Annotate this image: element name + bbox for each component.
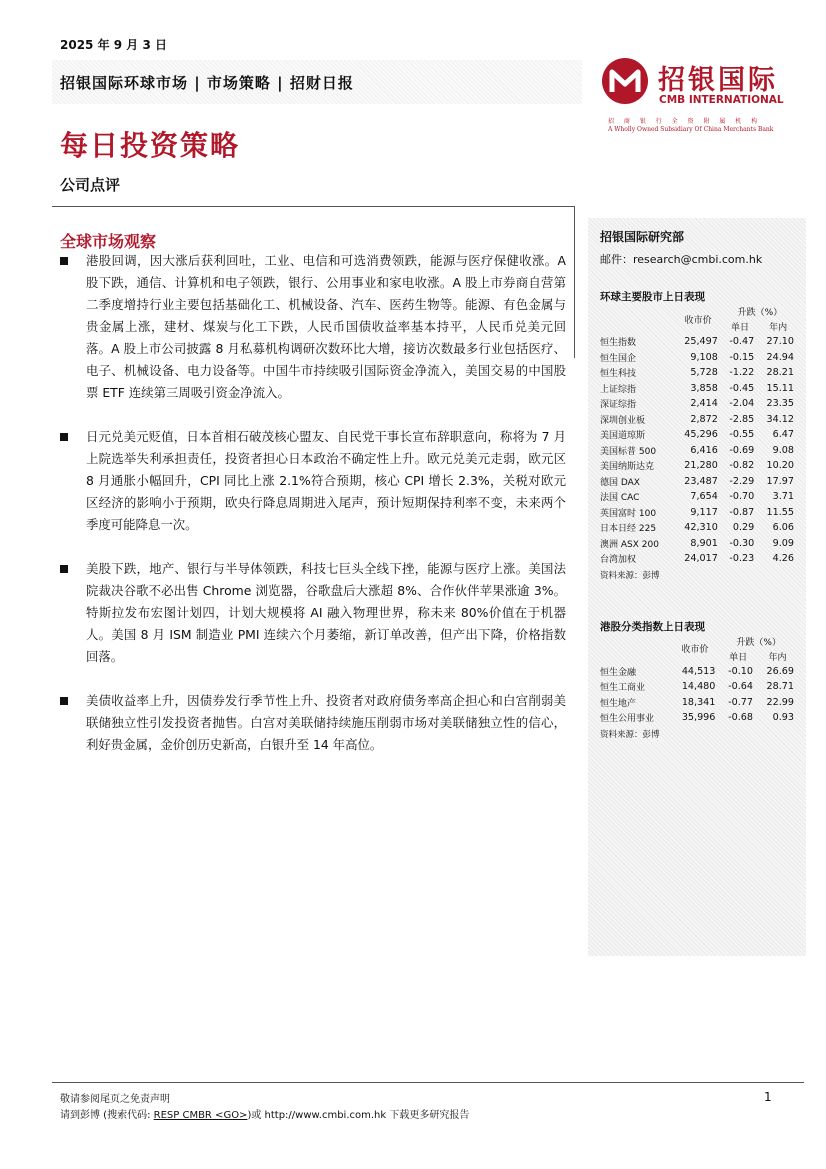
cell-day: -0.77 [728, 696, 753, 708]
table-row [600, 551, 798, 567]
cell-close: 14,480 [681, 681, 716, 693]
cell-close: 7,654 [690, 491, 718, 503]
cell-day: -0.64 [728, 681, 753, 693]
column-divider [574, 206, 575, 358]
cell-day: -0.23 [729, 553, 755, 565]
download-prefix: 请到彭博 (搜索代码: [60, 1110, 154, 1121]
contact-email[interactable]: 邮件：research@cmbi.com.hk [600, 253, 763, 266]
cell-close: 42,310 [684, 522, 718, 534]
logo-cn-text: 招银国际 [658, 65, 778, 96]
cell-ytd: 17.97 [766, 475, 794, 487]
cell-close: 9,117 [690, 506, 718, 518]
bullet-square-icon [60, 257, 68, 265]
cell-name: 澳洲 ASX 200 [600, 539, 659, 550]
cell-ytd: 10.20 [766, 460, 794, 472]
cell-ytd: 26.69 [766, 665, 794, 677]
cell-ytd: 15.11 [766, 382, 794, 394]
cell-day: -0.55 [729, 429, 755, 441]
cell-name: 英国富时 100 [600, 508, 657, 519]
logo-en-text: CMB INTERNATIONAL [659, 94, 784, 106]
table-row [600, 427, 798, 443]
cell-name: 恒生公用事业 [600, 714, 655, 725]
table1-source: 资料来源：彭博 [600, 570, 660, 581]
download-suffix: )或 http://www.cmbi.com.hk 下载更多研究报告 [247, 1110, 470, 1121]
table1-title: 环球主要股市上日表现 [600, 291, 705, 303]
bullet-square-icon [60, 565, 68, 573]
cell-name: 美国道琼斯 [600, 431, 646, 442]
bullet-item [60, 426, 566, 536]
bullet-item [60, 558, 566, 668]
cell-name: 上证综指 [600, 384, 637, 395]
cell-close: 9,108 [690, 351, 718, 363]
col-ytd: 年内 [769, 323, 788, 333]
col-ytd: 年内 [768, 652, 787, 663]
cell-day: -0.82 [729, 460, 755, 472]
col-day: 单日 [729, 652, 748, 663]
cell-day: -0.30 [729, 537, 755, 549]
table-row [600, 412, 798, 428]
cell-ytd: 3.71 [772, 491, 794, 503]
page-number: 1 [764, 1090, 772, 1104]
cell-close: 35,996 [681, 712, 716, 724]
cell-ytd: 27.10 [766, 336, 794, 348]
disclaimer-note: 敬请参阅尾页之免责声明 [60, 1094, 170, 1105]
cell-ytd: 6.06 [772, 522, 794, 534]
section-title: 全球市场观察 [60, 232, 157, 251]
cell-ytd: 28.21 [766, 367, 794, 379]
table2-title: 港股分类指数上日表现 [600, 620, 705, 633]
cell-close: 45,296 [684, 429, 718, 441]
page-title: 每日投资策略 [60, 129, 241, 162]
bullet-item [60, 690, 566, 756]
sidebar [588, 218, 806, 956]
cell-ytd: 11.55 [766, 506, 794, 518]
cell-day: -1.22 [729, 367, 755, 379]
cell-name: 恒生科技 [600, 369, 637, 380]
cell-name: 深圳创业板 [600, 415, 646, 426]
hk-sector-table [600, 634, 798, 726]
cell-close: 2,414 [690, 398, 718, 410]
table-row [600, 664, 798, 680]
cell-day: -0.45 [729, 382, 755, 394]
cell-name: 恒生工商业 [600, 683, 646, 694]
cell-name: 恒生指数 [600, 338, 637, 349]
cell-close: 25,497 [684, 336, 718, 348]
col-change: 升跌（%） [737, 308, 783, 318]
cell-close: 8,901 [690, 537, 718, 549]
cell-name: 美国标普 500 [600, 446, 657, 457]
table-row [600, 710, 798, 726]
cell-day: -0.68 [728, 712, 753, 724]
cell-ytd: 34.12 [766, 413, 794, 425]
cell-name: 深证综指 [600, 400, 637, 411]
research-team: 招银国际研究部 [600, 230, 685, 244]
table-row [600, 489, 798, 505]
table-row [600, 458, 798, 474]
logo-subtitle: 招 商 银 行 全 资 附 属 机 构 [608, 118, 762, 125]
bloomberg-code-link[interactable]: RESP CMBR <GO> [153, 1110, 248, 1121]
cell-ytd: 24.94 [766, 351, 794, 363]
bullet-square-icon [60, 697, 68, 705]
market-observations [60, 250, 566, 778]
cell-close: 2,872 [690, 413, 718, 425]
col-close: 收市价 [684, 315, 712, 326]
cell-close: 24,017 [684, 553, 718, 565]
table-row [600, 396, 798, 412]
cell-name: 法国 CAC [600, 493, 640, 504]
cell-day: -0.15 [729, 351, 755, 363]
report-series: 招银国际环球市场 | 市场策略 | 招财日报 [60, 74, 354, 92]
table-row [600, 520, 798, 536]
cell-day: -0.70 [729, 491, 755, 503]
bullet-square-icon [60, 433, 68, 441]
cell-close: 23,487 [684, 475, 718, 487]
cell-ytd: 22.99 [766, 696, 794, 708]
cmbi-logo-icon [602, 58, 648, 104]
cell-ytd: 28.71 [766, 681, 794, 693]
cell-close: 5,728 [690, 367, 718, 379]
cell-ytd: 6.47 [772, 429, 794, 441]
title-divider [52, 206, 574, 207]
cell-day: -0.87 [729, 506, 755, 518]
table-row [600, 505, 798, 521]
table-row [600, 365, 798, 381]
table2-source: 资料来源：彭博 [600, 729, 660, 740]
cell-name: 恒生国企 [600, 353, 637, 364]
page-subtitle: 公司点评 [60, 176, 121, 194]
col-change: 升跌（%） [736, 637, 781, 648]
col-close: 收市价 [681, 645, 709, 655]
bullet-item [60, 250, 566, 404]
cell-name: 恒生金融 [600, 667, 637, 678]
table-row [600, 536, 798, 552]
cmbi-logo [602, 54, 802, 134]
cell-name: 德国 DAX [600, 477, 640, 488]
table-row [600, 474, 798, 490]
cell-day: -0.10 [728, 665, 753, 677]
cell-close: 21,280 [684, 460, 718, 472]
table-row [600, 350, 798, 366]
cell-name: 恒生地产 [600, 698, 637, 709]
download-note [60, 1106, 469, 1121]
bullet-text: 港股回调，因大涨后获利回吐，工业、电信和可选消费领跌，能源与医疗保健收涨。A 股下跌，通信、计算机和电子领跌，银行、公用事业和家电收涨。A 股上市券商自营第二季度增持行业主要包括基础化工、机械设备、汽车、医药生物等。能源、有色金属与贵金属上涨，建材、煤炭与化工下跌，人民币国债收益率基本持平，人民币兑美元回落。A 股上市公司披露 8 月私募机构调研次数环比大增，接访次数最多行业包括医疗、电子、机械设备、电力设备等。中国牛市持续吸引国际资金净流入，美国交易的中国股票 ETF 连续第三周吸引资金净流入。 [86, 253, 566, 400]
bullet-text: 美股下跌，地产、银行与半导体领跌，科技七巨头全线下挫，能源与医疗上涨。美国法院裁决谷歌不必出售 Chrome 浏览器，谷歌盘后大涨超 8%、合作伙伴苹果涨逾 3%。特斯拉发布宏图计划四，计划大规模将 AI 融入物理世界，称未来 80%价值在于机器人。美国 8 月 ISM 制造业 PMI 连续六个月萎缩，新订单改善，但产出下降，价格指数回落。 [86, 561, 566, 664]
cell-day: -0.69 [729, 444, 755, 456]
bullet-text: 日元兑美元贬值，日本首相石破茂核心盟友、自民党干事长宣布辞职意向，称将为 7 月上院选举失利承担责任，投资者担心日本政治不确定性上升。欧元兑美元走弱，欧元区 8 月通胀小幅回升，CPI 同比上涨 2.1%符合预期，核心 CPI 增长 2.3%，关税对欧元区经济的影响小于预期，欧央行降息周期进入尾声，预计短期保持利率不变，未来两个季度可能降息一次。 [86, 429, 566, 532]
global-markets-table [600, 304, 798, 567]
table-row [600, 679, 798, 695]
cell-day: -2.04 [729, 398, 755, 410]
cell-close: 44,513 [681, 665, 716, 677]
cell-name: 台湾加权 [600, 555, 637, 566]
cell-ytd: 0.93 [772, 712, 794, 724]
cell-day: -2.85 [729, 413, 755, 425]
table-row [600, 695, 798, 711]
cell-close: 3,858 [690, 382, 718, 394]
table-row [600, 381, 798, 397]
cell-close: 18,341 [681, 696, 716, 708]
cell-name: 美国纳斯达克 [600, 462, 655, 473]
bullet-text: 美债收益率上升，因债券发行季节性上升、投资者对政府债务率高企担心和白宫削弱美联储独立性引发投资者抛售。白宫对美联储持续施压削弱市场对美联储独立性的信心，利好贵金属，金价创历史新高，白银升至 14 年高位。 [86, 693, 566, 752]
cell-close: 6,416 [690, 444, 718, 456]
table-row [600, 443, 798, 459]
cell-day: 0.29 [732, 522, 755, 534]
cell-ytd: 4.26 [772, 553, 794, 565]
logo-subtitle-en: A Wholly Owned Subsidiary Of China Merchants Bank [608, 126, 774, 133]
footer-divider [52, 1082, 804, 1083]
cell-ytd: 9.08 [772, 444, 794, 456]
report-date: 2025 年 9 月 3 日 [60, 38, 167, 52]
cell-day: -2.29 [729, 475, 755, 487]
cell-day: -0.47 [729, 336, 755, 348]
table-row [600, 334, 798, 350]
cell-ytd: 23.35 [766, 398, 794, 410]
cell-name: 日本日经 225 [600, 524, 657, 535]
col-day: 单日 [731, 323, 750, 333]
cell-ytd: 9.09 [772, 537, 794, 549]
